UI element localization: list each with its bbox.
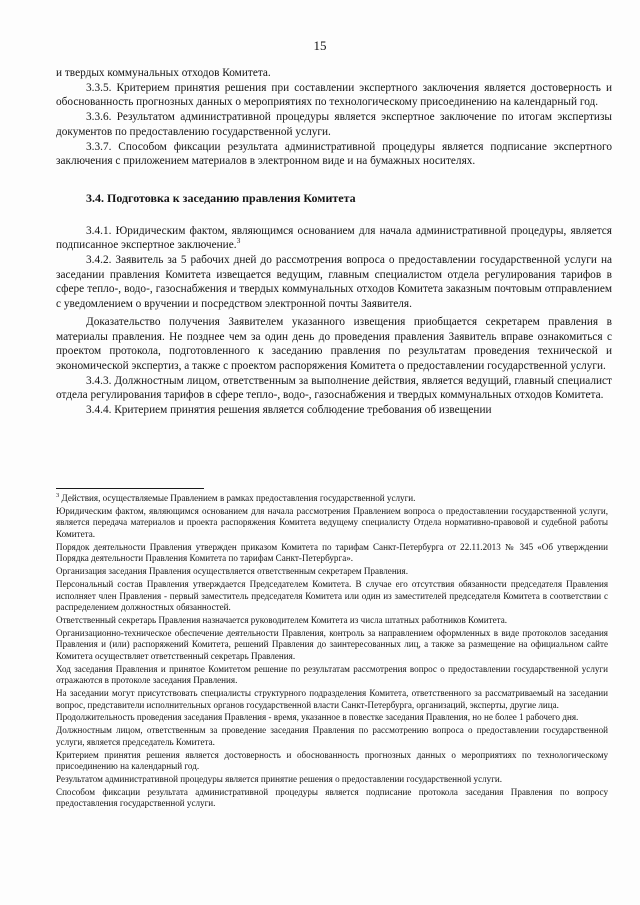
- footnote-meeting-course: Ход заседания Правления и принятое Комитетом решение по результатам рассмотрения вопрос о предоставлении государственной услуги отражаются в протоколе заседания Правления.: [56, 663, 608, 686]
- paragraph-3-3-5: 3.3.5. Критерием принятия решения при составлении экспертного заключения является достоверность и обоснованность прогнозных данных о мероприятиях по технологическому присоединению на календарный год.: [56, 81, 612, 109]
- footnote-duration: Продолжительность проведения заседания Правления - время, указанное в повестке заседания Правления, но не более 1 рабочего дня.: [56, 712, 579, 723]
- footnote-result: Результатом административной процедуры является принятие решения о предоставлении государственной услуги.: [56, 773, 503, 784]
- paragraph-3-4-1-text: 3.4.1. Юридическим фактом, являющимся основанием для начала административной процедуры, является подписанное экспертное заключение.: [56, 224, 612, 252]
- footnote-secretary: Ответственный секретарь Правления назначается руководителем Комитета из числа штатных работников Комитета.: [56, 614, 508, 625]
- footnote-attendees: На заседании могут присутствовать специалисты структурного подразделения Комитета, ответственного за рассматриваемый на заседании вопрос, представители исполнительных органов государственной власти Санкт-Петербурга, организаций, эксперты, другие лица.: [56, 688, 608, 710]
- paragraph-3-3-6: 3.3.6. Результатом административной процедуры является экспертное заключение по итогам экспертизы документов по предоставлению государственной услуги.: [56, 111, 612, 138]
- paragraph-3-4-3: 3.4.3. Должностным лицом, ответственным за выполнение действия, является ведущий, главный специалист отдела регулирования тарифов в сфере тепло-, водо-, газоснабжения и твердых коммунальных отходов Комитета.: [56, 374, 612, 402]
- footnote-responsible: Должностным лицом, ответственным за проведение заседания Правления по рассмотрению вопроса о предоставлении государственной услуги, является председатель Комитета.: [56, 725, 608, 747]
- paragraph-3-3-7: 3.3.7. Способом фиксации результата административной процедуры является подписание экспертного заключения с приложением материалов в электронном виде и на бумажных носителях.: [56, 140, 612, 168]
- paragraph-3-4-2: 3.4.2. Заявитель за 5 рабочих дней до рассмотрения вопроса о предоставлении государственной услуги на заседании правления Комитета извещается ведущим, главным специалистом отдела регулирования тарифов в сфере тепло-, водо-, газоснабжения и твердых коммунальных отходов Комитета заказным почтовым отправлением с уведомлением о вручении и посредством электронной почты Заявителя.: [56, 254, 612, 311]
- footnote-board-order: Порядок деятельности Правления утвержден приказом Комитета по тарифам Санкт-Петербурга от 22.11.2013 № 345 «Об утверждении Порядка деятельности Правления Комитета по тарифам Санкт-Петербурга».: [56, 541, 608, 564]
- paragraph-3-4-1: [56, 224, 612, 253]
- footnotes-block: [56, 493, 608, 810]
- footnote-3: [56, 493, 608, 505]
- paragraph-continuation: и твердых коммунальных отходов Комитета.: [56, 67, 271, 79]
- footnote-reference[interactable]: 3: [236, 236, 241, 246]
- footnote-composition: Персональный состав Правления утверждается Председателем Комитета. В случае его отсутствия обязанности председателя Правления исполняет член Правления - первый заместитель председателя Комитета или один из заместителей председателя Комитета в соответствии с распределением должностных обязанностей.: [56, 578, 608, 613]
- footnote-organization: Организация заседания Правления осуществляется ответственным секретарем Правления.: [56, 566, 409, 577]
- footnote-legal-fact: Юридическим фактом, являющимся основанием для начала рассмотрения Правлением вопроса о предоставлении государственной услуги, является передача материалов и проекта распоряжения Комитета ведущему специалисту Отдела нормативно-правовой и судебной работы Комитета.: [56, 505, 608, 539]
- document-body: [56, 66, 612, 418]
- footnote-number: 3: [56, 491, 60, 499]
- footnote-3-text: Действия, осуществляемые Правлением в рамках предоставления государственной услуги.: [61, 493, 416, 503]
- paragraph-3-4-4: 3.4.4. Критерием принятия решения является соблюдение требования об извещении: [86, 404, 492, 417]
- footnote-fixation: Способом фиксации результата административной процедуры является подписание протокола заседания Правления по вопросу предоставления государственной услуги.: [56, 786, 608, 809]
- page-number: 15: [313, 38, 327, 53]
- footnote-technical-support: Организационно-техническое обеспечение деятельности Правления, контроль за направлением оформленных в виде протоколов заседания Правления и (или) распоряжений Комитета, решений Правления до заинтересованных лиц, а также за размещение на официальном сайте Комитета осуществляет ответственный секретарь Правления.: [56, 627, 608, 661]
- footnote-criterion: Критерием принятия решения является достоверность и обоснованность прогнозных данных о мероприятиях по технологическому присоединению на календарный год.: [56, 749, 608, 772]
- paragraph-evidence: Доказательство получения Заявителем указанного извещения приобщается секретарем правления в материалы правления. Не позднее чем за один день до проведения правления Заявитель вправе ознакомиться с проектом протокола, подготовленного к заседанию правления по результатам проведения технической и экономической экспертиз, а также с проектом распоряжения Комитета о предоставлении государственной услуги.: [56, 315, 612, 372]
- section-heading: 3.4. Подготовка к заседанию правления Комитета: [86, 190, 356, 205]
- footnote-divider: [56, 488, 204, 489]
